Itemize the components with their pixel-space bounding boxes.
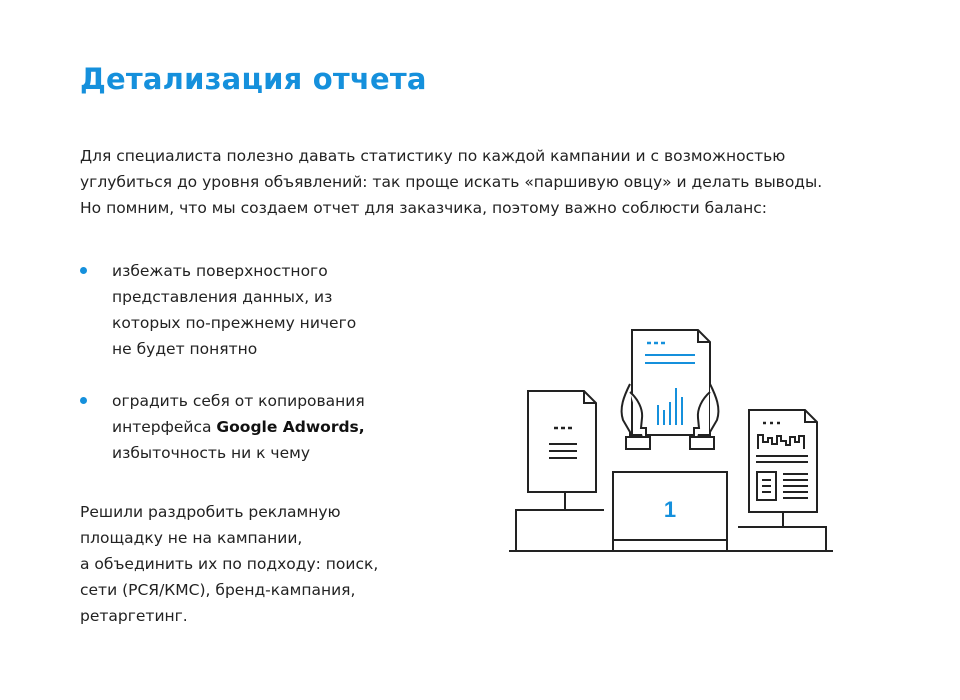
summary-line: Решили раздробить рекламную xyxy=(80,503,341,521)
intro-paragraph xyxy=(80,143,860,221)
page-title: Детализация отчета xyxy=(80,62,427,96)
bullet-line: избежать поверхностного xyxy=(112,262,328,280)
report-illustration xyxy=(505,325,840,560)
bullet-item xyxy=(80,258,410,362)
bullet-line: избыточность ни к чему xyxy=(112,444,310,462)
bullet-line xyxy=(112,414,410,440)
chart-document-icon xyxy=(738,410,826,551)
bullet-line: которых по-прежнему ничего xyxy=(112,314,357,332)
bullet-line: оградить себя от копирования xyxy=(112,392,365,410)
summary-line: ретаргетинг. xyxy=(80,607,188,625)
brand-name: Google Adwords, xyxy=(216,418,365,436)
summary-line: площадку не на кампании, xyxy=(80,529,303,547)
bullet-dot-icon xyxy=(80,267,87,274)
monitor-number: 1 xyxy=(663,497,677,522)
bullet-dot-icon xyxy=(80,397,87,404)
bullet-item xyxy=(80,388,410,466)
intro-line: Для специалиста полезно давать статистику по каждой кампании и с возможностью xyxy=(80,147,786,165)
bullet-line: не будет понятно xyxy=(112,340,258,358)
document-icon xyxy=(516,391,604,551)
intro-line: Но помним, что мы создаем отчет для заказчика, поэтому важно соблюсти баланс: xyxy=(80,199,768,217)
summary-line: а объединить их по подходу: поиск, xyxy=(80,555,379,573)
bullet-text: интерфейса xyxy=(112,418,217,436)
bullet-list xyxy=(80,258,410,466)
summary-paragraph xyxy=(80,499,420,629)
bullet-line: представления данных, из xyxy=(112,288,333,306)
summary-line: сети (РСЯ/КМС), бренд-кампания, xyxy=(80,581,356,599)
intro-line: углубиться до уровня объявлений: так проще искать «паршивую овцу» и делать выводы. xyxy=(80,173,823,191)
